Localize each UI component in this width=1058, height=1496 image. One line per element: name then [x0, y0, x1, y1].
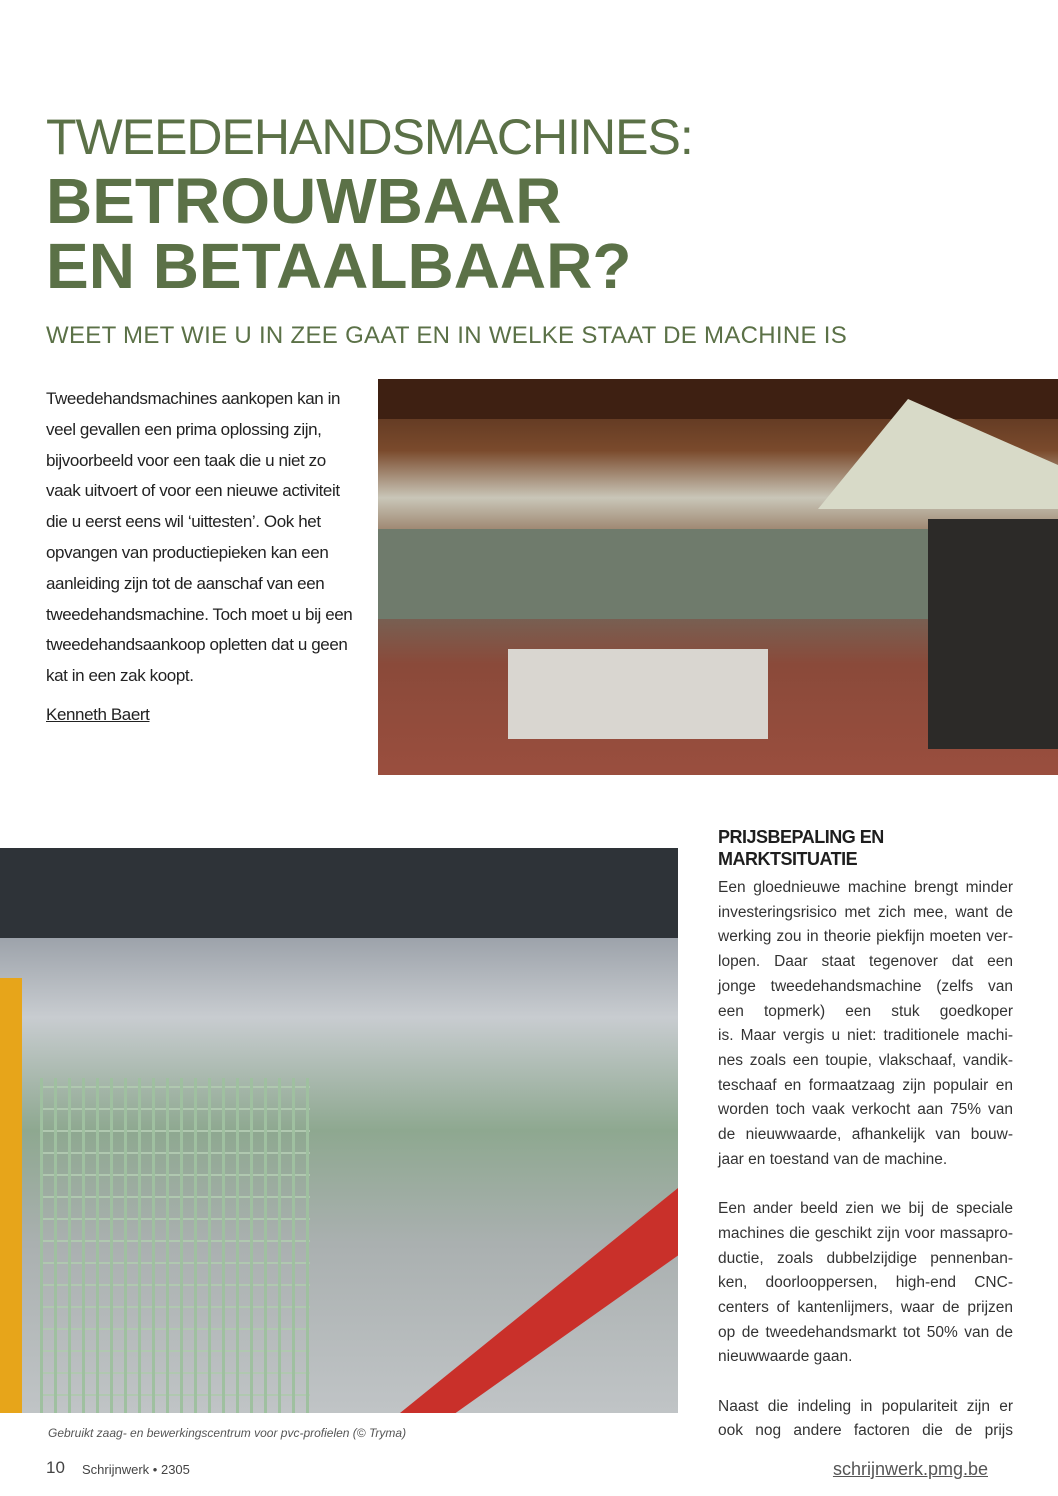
body-line: lopen. Daar staat tegenover dat een [718, 953, 1013, 971]
magazine-issue: Schrijnwerk • 2305 [82, 1462, 190, 1477]
pvc-machine-photo [0, 848, 678, 1413]
body-line: ook nog andere factoren die de prijs [718, 1422, 1013, 1440]
website-link[interactable]: schrijnwerk.pmg.be [832, 1459, 988, 1479]
section-heading [718, 826, 884, 870]
title-line-3: EN BETAALBAAR? [46, 230, 632, 302]
section-body [718, 876, 1013, 1444]
subtitle: WEET MET WIE U IN ZEE GAAT EN IN WELKE STAAT DE MACHINE IS [46, 322, 848, 349]
section-heading-line-2: MARKTSITUATIE [718, 849, 858, 869]
body-line: jonge tweedehandsmachine (zelfs van [718, 977, 1013, 995]
paragraph-gap [718, 1172, 1013, 1197]
body-line: Naast die indeling in populariteit zijn er [718, 1397, 1013, 1415]
body-line: Een gloednieuwe machine brengt minder [718, 879, 1013, 896]
section-heading-line-1: PRIJSBEPALING EN [718, 827, 884, 847]
body-line: op de tweedehandsmarkt tot 50% van de [718, 1323, 1013, 1341]
body-line: jaar en toestand van de machine. [718, 1150, 948, 1168]
body-line: werking zou in theorie piekfijn moeten ver- [718, 928, 1013, 946]
body-line: nes zoals een toupie, vlakschaaf, vandik- [718, 1051, 1013, 1069]
body-line: een topmerk) een stuk goedkoper [718, 1002, 1013, 1020]
photo-caption: Gebruikt zaag- en bewerkingscentrum voor pvc-profielen (© Tryma) [48, 1426, 407, 1440]
body-line: machines die geschikt zijn voor massapro- [718, 1224, 1013, 1242]
body-line: nieuwwaarde gaan. [718, 1348, 853, 1366]
body-line: centers of kantenlijmers, waar de prijzen [718, 1298, 1013, 1316]
body-line: teschaaf en formaatzaag zijn populair en [718, 1076, 1013, 1094]
body-line: Een ander beeld zien we bij de speciale [718, 1200, 1013, 1218]
page-number: 10 [46, 1458, 65, 1477]
body-line: ductie, zoals dubbelzijdige pennenban- [718, 1249, 1013, 1267]
body-line: is. Maar vergis u niet: traditionele machi- [718, 1027, 1013, 1045]
body-line: de nieuwwaarde, afhankelijk van bouw- [718, 1126, 1013, 1144]
author-link[interactable]: Kenneth Baert [46, 705, 150, 724]
body-line: ken, doorlooppersen, high-end CNC- [718, 1274, 1013, 1292]
title-line-1: TWEEDEHANDSMACHINES: [46, 109, 693, 165]
paragraph-gap [718, 1370, 1013, 1395]
title-line-2: BETROUWBAAR [46, 165, 562, 237]
body-line: worden toch vaak verkocht aan 75% van [718, 1101, 1013, 1119]
body-line: investeringsrisico met zich mee, want de [718, 903, 1013, 921]
workshop-photo [378, 379, 1058, 775]
intro-paragraph: Tweedehandsmachines aankopen kan in veel gevallen een prima oplossing zijn, bijvoorbeeld voor een taak die u niet zo vaak uitvoert of voor een nieuwe activiteit die u eerst eens wil ‘uittesten’. Ook het opvangen van productiepieken kan een aanleiding zijn tot de aanschaf van een tweedehandsmachine. Toch moet u bij een tweedehandsaankoop opletten dat u geen kat in een zak koopt. [46, 389, 353, 686]
